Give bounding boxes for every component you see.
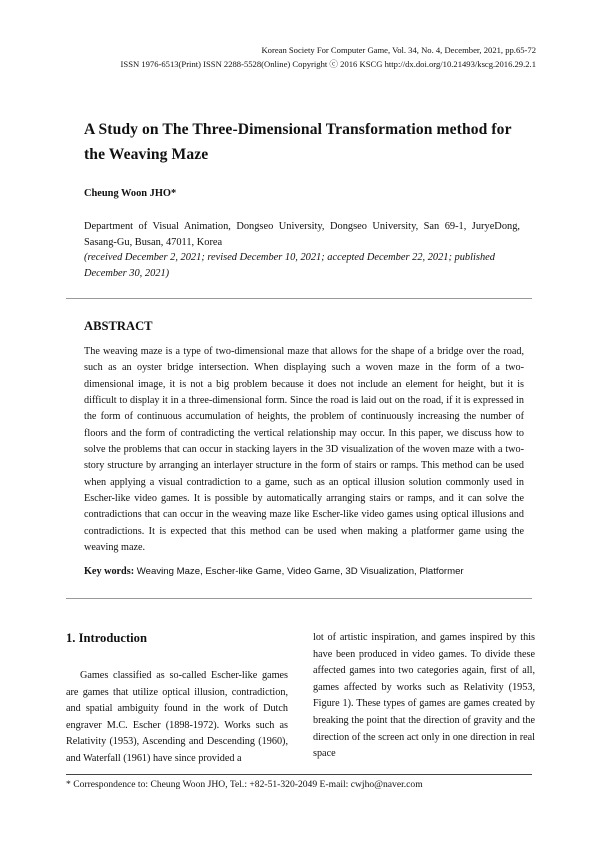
abstract-heading: ABSTRACT <box>84 319 153 333</box>
intro-left-column: Games classified as so-called Escher-like games are games that utilize optical illusion, contradiction, and spatial ambiguity found in the work of Dutch engraver M.C. Escher (1898-1972). Works such as Relativity (1953), Ascending and Descending (1960), and Waterfall (1961) have since provided a <box>66 670 288 764</box>
abstract-body: The weaving maze is a type of two-dimensional maze that allows for the shape of a bridge over the road, such as an oyster bridge intersection. When displaying such a woven maze in the form of a two-dimensional image, it is not a big problem because it does not include an element for height, but it is difficult to display it in a three-dimensional form. Since the road is laid out on the road, if it is expressed in the form of continuous accumulation of heights, the problem of continuously increasing the number of floors and the form of contradicting the vertical relationship may occur. In this paper, we discuss how to solve the problems that can occur in stacking layers in the 3D visualization of the woven maze with a two-story structure by arranging an interlayer structure in the form of stairs or ramps. This method can be used when applying a visual contradiction to a game, such as an optical illusion solution commonly used in Escher-like video games. It is possible by automatically arranging stairs or ramps, and it can solve the contradictions that can occur in the weaving maze like Escher-like video games using optical illusions and contradictions. It is expected that this method can be used when making a platformer game using the weaving maze. <box>84 346 524 554</box>
keywords <box>84 566 524 577</box>
divider-bottom <box>66 598 532 599</box>
author-name: Cheung Woon JHO* <box>84 188 177 199</box>
section-heading-introduction: 1. Introduction <box>66 631 147 645</box>
keywords-label: Key words: <box>84 566 135 577</box>
affiliation: Department of Visual Animation, Dongseo University, Dongseo University, San 69-1, JuryeDong, Sasang-Gu, Busan, 47011, Korea <box>84 221 520 248</box>
paper-title: A Study on The Three-Dimensional Transformation method for the Weaving Maze <box>84 121 512 163</box>
journal-header: Korean Society For Computer Game, Vol. 34, No. 4, December, 2021, pp.65-72 <box>261 45 536 55</box>
divider-top <box>66 298 532 299</box>
footnote-rule <box>66 774 532 775</box>
intro-right-column: lot of artistic inspiration, and games inspired by this have been produced in video games. To divide these affected games into two categories again, first of all, games affected by works such as Relativity (1953, Figure 1). These types of games are games created by breaking the point that the direction of gravity and the direction of the screen act only in one direction in real space <box>313 632 535 760</box>
received-dates: (received December 2, 2021; revised December 10, 2021; accepted December 22, 2021; published December 30, 2021) <box>84 252 495 279</box>
keywords-text: Weaving Maze, Escher-like Game, Video Game, 3D Visualization, Platformer <box>136 566 464 577</box>
correspondence-footnote: * Correspondence to: Cheung Woon JHO, Tel.: +82-51-320-2049 E-mail: cwjho@naver.com <box>66 779 423 790</box>
issn-header: ISSN 1976-6513(Print) ISSN 2288-5528(Online) Copyright ⓒ 2016 KSCG http://dx.doi.org/10.21493/kscg.2016.29.2.1 <box>120 59 536 69</box>
